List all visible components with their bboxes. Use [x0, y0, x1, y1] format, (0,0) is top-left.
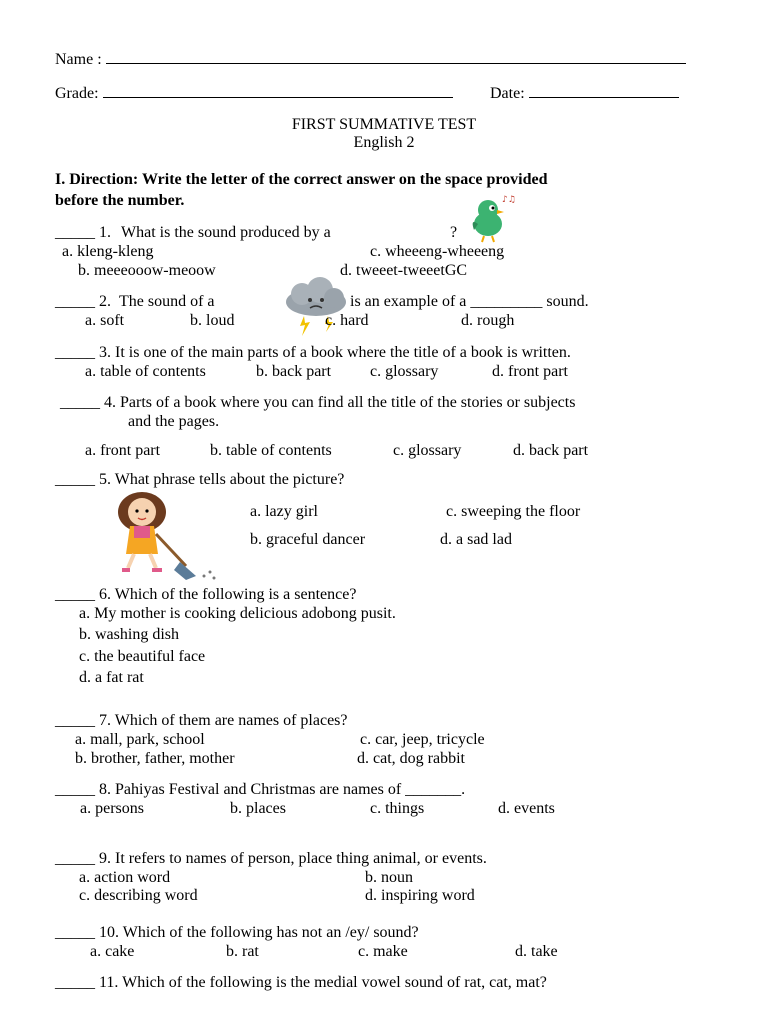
q5-choice-c: c. sweeping the floor [446, 503, 581, 520]
question-1-end: ? [450, 224, 458, 241]
question-5: _____ 5. What phrase tells about the picture? [55, 471, 345, 488]
q6-choice-a: a. My mother is cooking delicious adobong pusit. [79, 605, 396, 622]
q9-choice-d: d. inspiring word [365, 887, 475, 904]
q9-choice-a: a. action word [79, 869, 171, 886]
grade-blank[interactable] [103, 97, 453, 98]
svg-text:♪♫: ♪♫ [502, 195, 516, 205]
q6-choice-b: b. washing dish [79, 626, 179, 643]
question-2: _____ 2. The sound of a [55, 293, 215, 310]
question-6: _____ 6. Which of the following is a sentence? [55, 586, 357, 603]
q10-choice-b: b. rat [226, 943, 259, 960]
q4-choice-c: c. glossary [393, 442, 462, 459]
question-7: _____ 7. Which of them are names of places? [55, 712, 348, 729]
name-label: Name : [55, 51, 102, 68]
bird-icon [464, 194, 518, 246]
question-10: _____ 10. Which of the following has not an /ey/ sound? [55, 924, 419, 941]
q10-choice-d: d. take [515, 943, 558, 960]
q9-choice-b: b. noun [365, 869, 413, 886]
date-blank[interactable] [529, 97, 679, 98]
q1-choice-d: d. tweeet-tweeetGC [340, 262, 468, 279]
q10-choice-c: c. make [358, 943, 408, 960]
girl-sweeping-icon [100, 490, 230, 582]
q3-choice-a: a. table of contents [85, 363, 206, 380]
grade-label: Grade: [55, 85, 99, 102]
q6-choice-c: c. the beautiful face [79, 648, 206, 665]
q5-choice-b: b. graceful dancer [250, 531, 366, 548]
q7-choice-d: d. cat, dog rabbit [357, 750, 465, 767]
q8-choice-a: a. persons [80, 800, 144, 817]
question-8: _____ 8. Pahiyas Festival and Christmas are names of _______. [55, 781, 466, 798]
q9-choice-c: c. describing word [79, 887, 198, 904]
q1-choice-a: a. kleng-kleng [62, 243, 154, 260]
question-1: _____ 1. What is the sound produced by a [55, 224, 331, 241]
q10-choice-a: a. cake [90, 943, 135, 960]
q4-choice-d: d. back part [513, 442, 589, 459]
q1-choice-b: b. meeeooow-meoow [78, 262, 216, 279]
q3-choice-b: b. back part [256, 363, 332, 380]
q7-choice-c: c. car, jeep, tricycle [360, 731, 485, 748]
q1-choice-c: c. wheeeng-wheeeng [370, 243, 505, 260]
name-field[interactable] [55, 52, 686, 68]
direction-line-2: before the number. [55, 192, 185, 209]
q7-choice-a: a. mall, park, school [75, 731, 205, 748]
question-4-line-2: and the pages. [128, 413, 220, 430]
q5-choice-a: a. lazy girl [250, 503, 318, 520]
test-title: FIRST SUMMATIVE TEST [291, 116, 477, 133]
q8-choice-b: b. places [230, 800, 286, 817]
question-9: _____ 9. It refers to names of person, place thing animal, or events. [55, 850, 487, 867]
question-2-end: is an example of a _________ sound. [350, 293, 589, 310]
question-11: _____ 11. Which of the following is the medial vowel sound of rat, cat, mat? [55, 974, 547, 991]
q2-choice-a: a. soft [85, 312, 125, 329]
grade-field[interactable] [55, 86, 453, 102]
q4-choice-a: a. front part [85, 442, 161, 459]
q7-choice-b: b. brother, father, mother [75, 750, 235, 767]
q2-choice-c: c. hard [325, 312, 369, 329]
test-subject: English 2 [353, 134, 415, 151]
q5-choice-d: d. a sad lad [440, 531, 512, 548]
question-4: _____ 4. Parts of a book where you can find all the title of the stories or subjects [60, 394, 576, 411]
date-field[interactable] [490, 86, 679, 102]
thundercloud-icon [280, 278, 352, 338]
q8-choice-d: d. events [498, 800, 555, 817]
date-label: Date: [490, 85, 525, 102]
q4-choice-b: b. table of contents [210, 442, 332, 459]
q3-choice-d: d. front part [492, 363, 568, 380]
q3-choice-c: c. glossary [370, 363, 439, 380]
direction-line-1: I. Direction: Write the letter of the correct answer on the space provided [55, 171, 548, 188]
q2-choice-d: d. rough [461, 312, 515, 329]
q6-choice-d: d. a fat rat [79, 669, 144, 686]
name-blank[interactable] [106, 63, 686, 64]
q2-choice-b: b. loud [190, 312, 235, 329]
question-3: _____ 3. It is one of the main parts of a book where the title of a book is written. [55, 344, 571, 361]
q8-choice-c: c. things [370, 800, 425, 817]
